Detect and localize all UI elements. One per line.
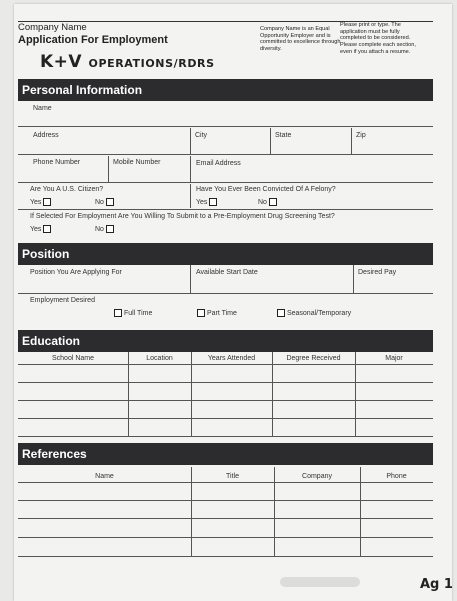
- no-label: No: [258, 198, 267, 206]
- handwritten-position: OPERATIONS/RDRS: [88, 57, 215, 70]
- col-ref-phone: Phone: [386, 473, 407, 480]
- checkbox[interactable]: [114, 309, 122, 317]
- table-row[interactable]: [18, 556, 433, 557]
- contact-field[interactable]: [18, 182, 433, 183]
- state-label: State: [275, 132, 292, 139]
- col-ref-company: Company: [302, 473, 332, 480]
- divider: [270, 128, 271, 154]
- col-school-name: School Name: [51, 355, 95, 362]
- part-time-option[interactable]: [195, 309, 237, 317]
- address-label: Address: [33, 132, 59, 139]
- yes-label: Yes: [196, 198, 208, 206]
- drug-no[interactable]: [95, 225, 114, 233]
- position-field[interactable]: [18, 293, 433, 294]
- col-location: Location: [146, 355, 173, 362]
- references-heading: References: [18, 443, 433, 465]
- table-row: [18, 364, 433, 365]
- checkbox[interactable]: [197, 309, 205, 317]
- full-time-option[interactable]: [112, 309, 152, 317]
- yes-label: Yes: [30, 198, 42, 206]
- checkbox[interactable]: [209, 198, 217, 206]
- mobile-label: Mobile Number: [113, 159, 161, 166]
- city-label: City: [195, 132, 208, 139]
- checkbox[interactable]: [43, 198, 51, 206]
- full-time-label: Full Time: [123, 309, 153, 317]
- divider: [351, 128, 352, 154]
- felony-question: Have You Ever Been Convicted Of A Felony?: [196, 186, 336, 193]
- col-ref-title: Title: [226, 473, 239, 480]
- email-label: Email Address: [196, 160, 241, 167]
- personal-info-heading: Personal Information: [18, 79, 433, 101]
- seasonal-option[interactable]: [275, 309, 351, 317]
- address-field[interactable]: [18, 154, 433, 155]
- form-title: Application For Employment: [18, 34, 168, 46]
- education-heading: Education: [18, 330, 433, 352]
- seasonal-label: Seasonal/Temporary: [286, 309, 352, 317]
- table-row: [18, 482, 433, 483]
- phone-label: Phone Number: [33, 159, 81, 166]
- felony-no[interactable]: [258, 198, 277, 206]
- no-label: No: [95, 225, 104, 233]
- position-heading: Position: [18, 243, 433, 265]
- position-applying-label: Position You Are Applying For: [30, 269, 122, 276]
- zip-label: Zip: [356, 132, 366, 139]
- page-mark: Ag 1: [420, 577, 453, 592]
- table-row[interactable]: [18, 400, 433, 401]
- redaction-smudge: [280, 577, 360, 587]
- company-name: Company Name: [18, 22, 87, 33]
- drug-yes[interactable]: [30, 225, 51, 233]
- divider: [190, 265, 191, 293]
- name-field[interactable]: [18, 126, 433, 127]
- citizen-question: Are You A U.S. Citizen?: [30, 186, 104, 193]
- checkbox[interactable]: [106, 198, 114, 206]
- name-label: Name: [33, 105, 52, 112]
- col-years-attended: Years Attended: [207, 355, 256, 362]
- employment-desired-label: Employment Desired: [30, 297, 95, 304]
- no-label: No: [95, 198, 104, 206]
- col-major: Major: [385, 355, 403, 362]
- table-row[interactable]: [18, 518, 433, 519]
- checkbox[interactable]: [269, 198, 277, 206]
- eeo-statement: Company Name is an Equal Opportunity Employer and is committed to excellence through diversity.: [260, 26, 341, 53]
- start-date-label: Available Start Date: [196, 269, 258, 276]
- col-degree: Degree Received: [286, 355, 341, 362]
- checkbox[interactable]: [43, 225, 51, 233]
- table-row[interactable]: [18, 382, 433, 383]
- yes-label: Yes: [30, 225, 42, 233]
- handwritten-prefix: K+V: [40, 52, 83, 72]
- citizen-no[interactable]: [95, 198, 114, 206]
- divider: [190, 156, 191, 182]
- felony-yes[interactable]: [196, 198, 217, 206]
- divider: [353, 265, 354, 293]
- citizen-yes[interactable]: [30, 198, 51, 206]
- part-time-label: Part Time: [206, 309, 237, 317]
- table-row[interactable]: [18, 436, 433, 437]
- table-row[interactable]: [18, 537, 433, 538]
- divider: [190, 184, 191, 208]
- checkbox[interactable]: [106, 225, 114, 233]
- divider: [360, 467, 361, 556]
- drug-test-question: If Selected For Employment Are You Willing To Submit to a Pre-Employment Drug Screening Test?: [30, 213, 335, 220]
- desired-pay-label: Desired Pay: [358, 269, 397, 276]
- checkbox[interactable]: [277, 309, 285, 317]
- divider: [191, 467, 192, 556]
- handwritten-note: [40, 52, 215, 72]
- table-row[interactable]: [18, 418, 433, 419]
- divider: [128, 352, 129, 436]
- divider: [190, 128, 191, 154]
- divider: [274, 467, 275, 556]
- col-ref-name: Name: [95, 473, 114, 480]
- divider: [18, 209, 433, 210]
- divider: [108, 156, 109, 182]
- divider: [355, 352, 356, 436]
- divider: [191, 352, 192, 436]
- instructions: Please print or type. The application must be fully completed to be considered. Please complete each section, even if you attach a resume.: [340, 22, 416, 55]
- table-row[interactable]: [18, 500, 433, 501]
- divider: [272, 352, 273, 436]
